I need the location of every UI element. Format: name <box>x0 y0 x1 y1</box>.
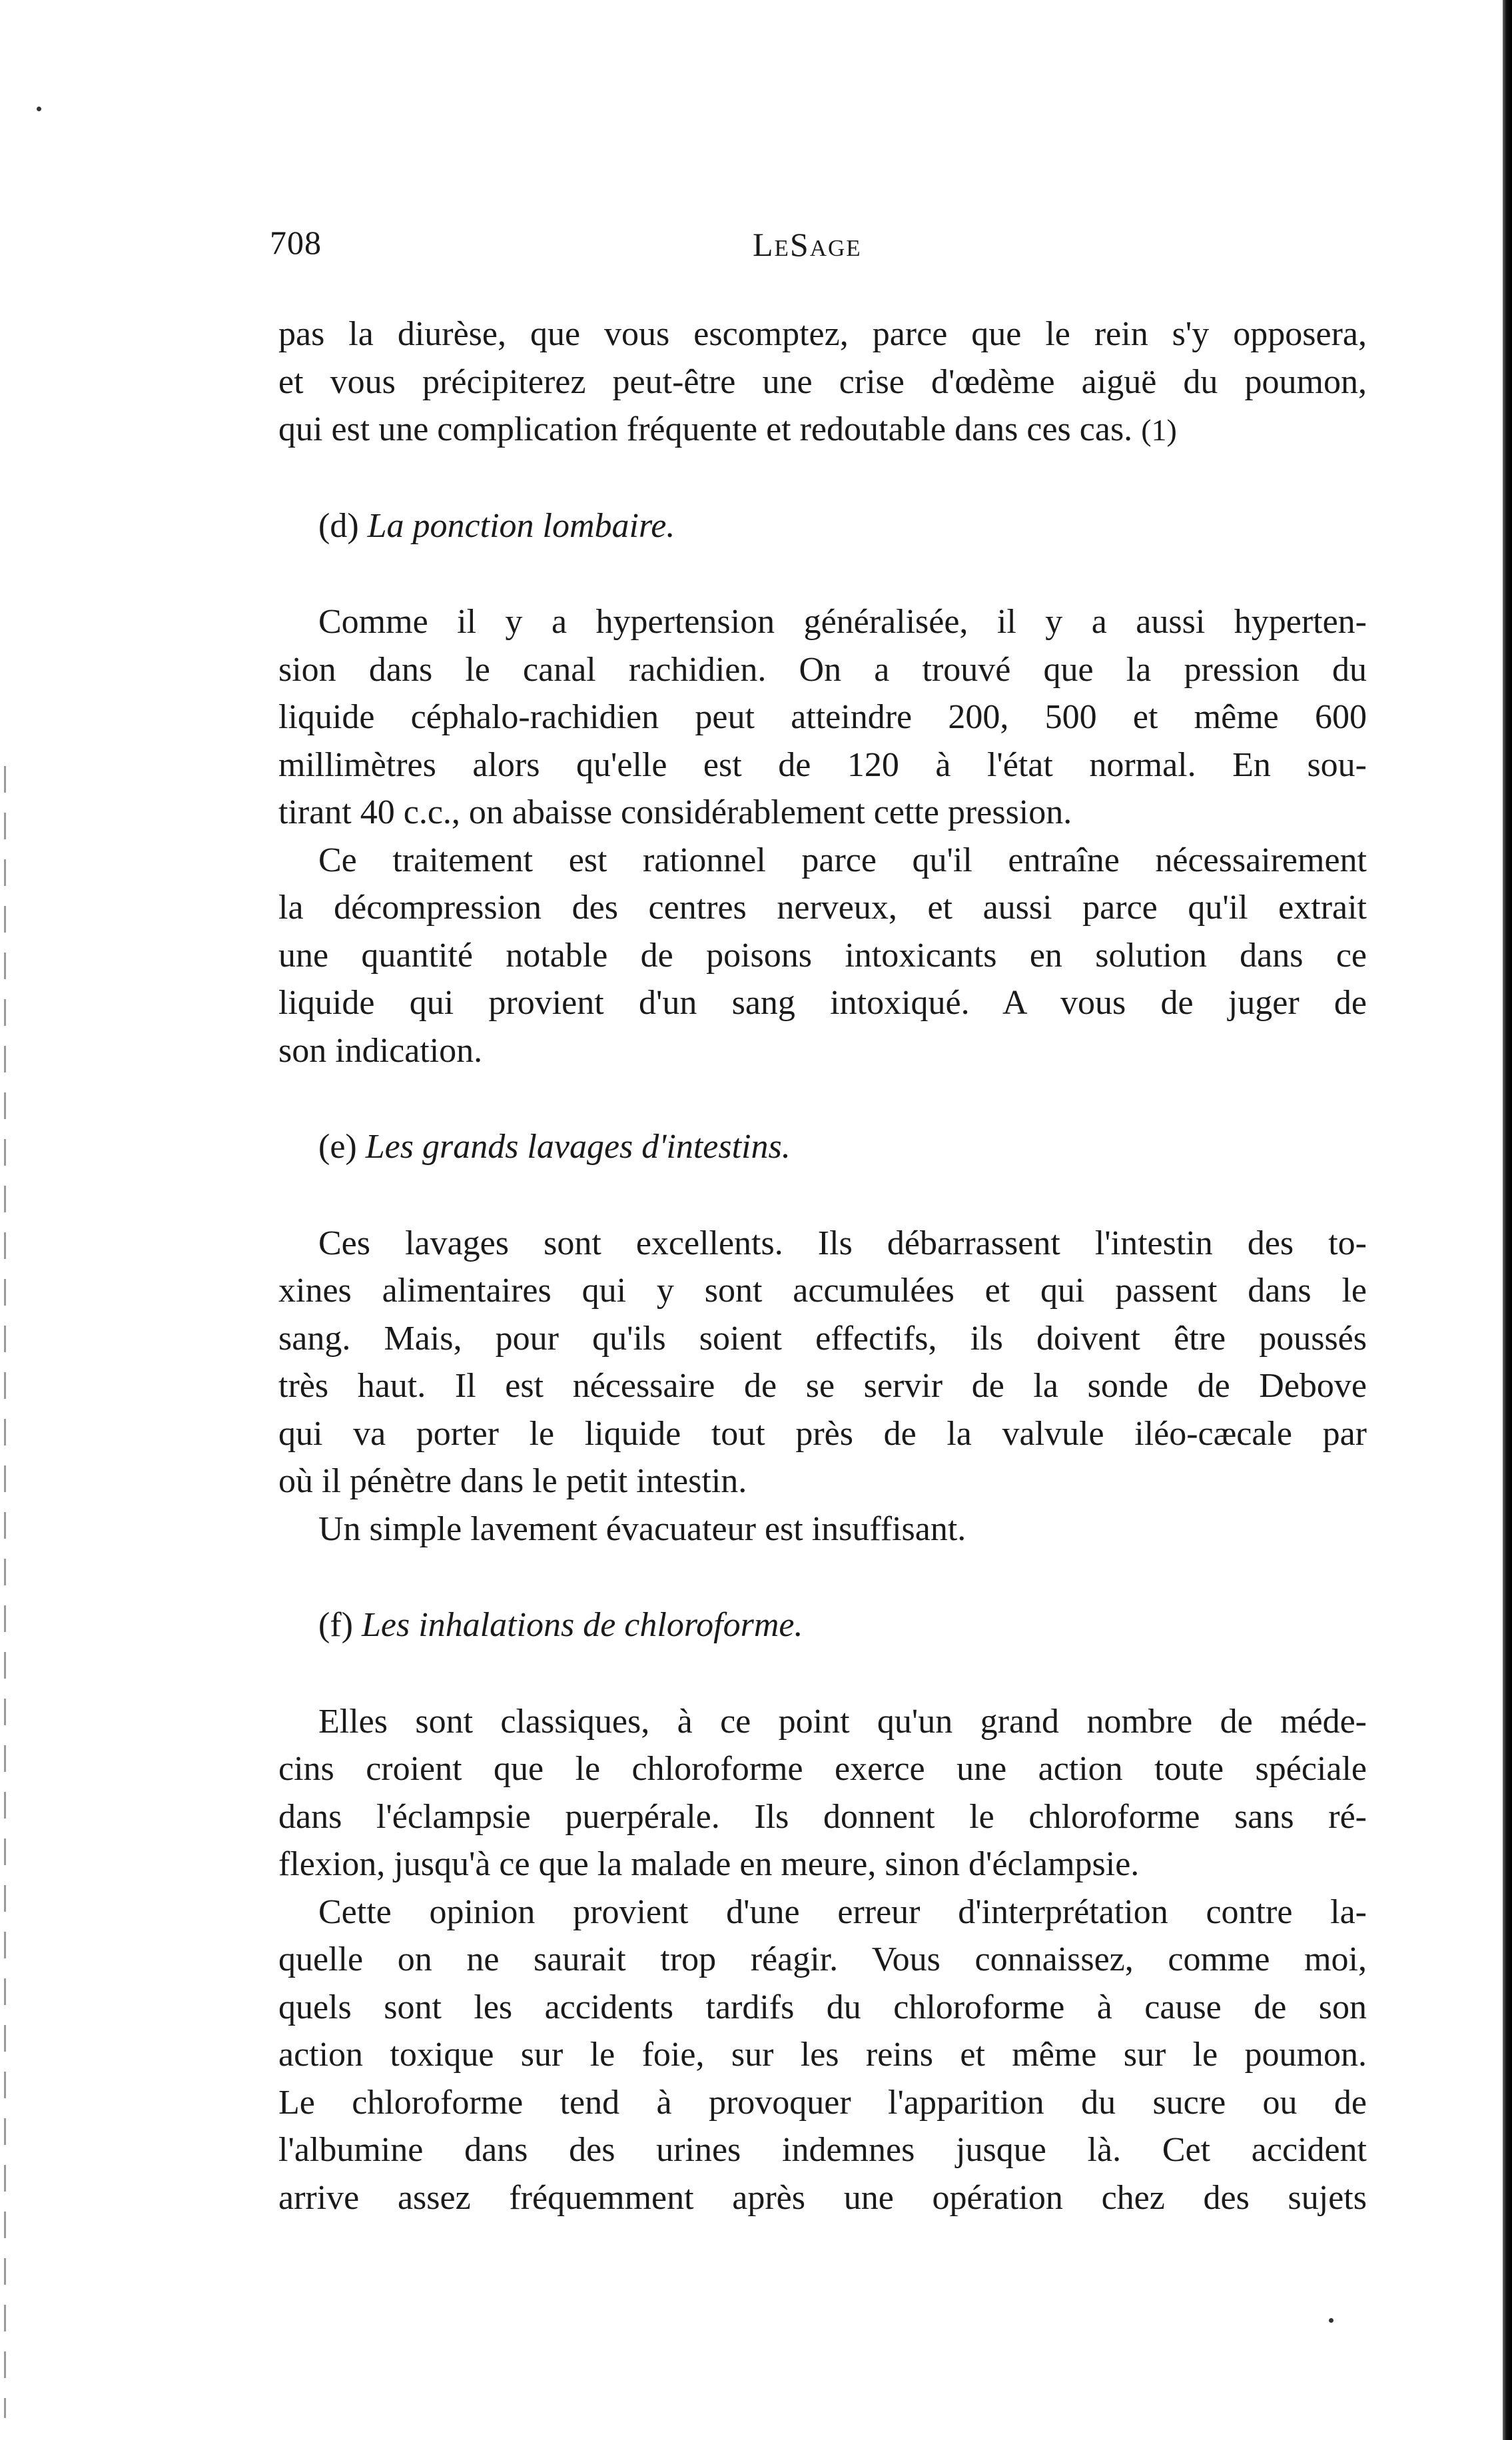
text-line: son indication. <box>278 1031 483 1070</box>
text-line: sang. Mais, pour qu'ils soient effectifs, ils doivent être poussés <box>278 1319 1367 1358</box>
text-line: Comme il y a hypertension généralisée, il y a aussi hyperten- <box>318 603 1367 641</box>
paragraph <box>278 310 1367 454</box>
running-head: LeSage <box>753 226 862 263</box>
text-line: et vous précipiterez peut-être une crise d'œdème aiguë du poumon, <box>278 362 1367 401</box>
spacer <box>278 1171 1367 1220</box>
spacer <box>278 1074 1367 1123</box>
text-line: Ce traitement est rationnel parce qu'il entraîne nécessairement <box>318 841 1367 879</box>
paragraph <box>278 837 1367 1075</box>
text-line <box>278 406 1367 454</box>
text-line: xines alimentaires qui y sont accumulées et qui passent dans le <box>278 1272 1367 1310</box>
section-heading <box>278 1601 1367 1649</box>
paragraph <box>278 1698 1367 1888</box>
page-number: 708 <box>270 224 322 261</box>
text-line: liquide qui provient d'un sang intoxiqué. A vous de juger de <box>278 984 1367 1022</box>
section-label: (f) <box>318 1606 353 1644</box>
text-line: quelle on ne saurait trop réagir. Vous connaissez, comme moi, <box>278 1940 1367 1978</box>
text-line: flexion, jusqu'à ce que la malade en meure, sinon d'éclampsie. <box>278 1845 1140 1883</box>
text-line: qui va porter le liquide tout près de la valvule iléo-cæcale par <box>278 1414 1367 1453</box>
spacer <box>278 550 1367 598</box>
text-line: Un simple lavement évacuateur est insuffisant. <box>318 1509 966 1548</box>
section-heading <box>278 502 1367 550</box>
text-line: où il pénètre dans le petit intestin. <box>278 1462 747 1500</box>
left-margin-rule <box>4 766 6 2418</box>
text-line: Cette opinion provient d'une erreur d'interprétation contre la- <box>318 1892 1367 1931</box>
text-line: la décompression des centres nerveux, et aussi parce qu'il extrait <box>278 889 1367 927</box>
section-label: (e) <box>318 1128 357 1166</box>
paragraph <box>278 1888 1367 2222</box>
section-label: (d) <box>318 506 359 545</box>
text-line: sion dans le canal rachidien. On a trouvé que la pression du <box>278 650 1367 689</box>
scan-speck <box>37 107 41 111</box>
text-line: quels sont les accidents tardifs du chloroforme à cause de son <box>278 1988 1367 2026</box>
text-line: cins croient que le chloroforme exerce une action toute spéciale <box>278 1750 1367 1788</box>
section-title: Les grands lavages d'intestins. <box>365 1128 791 1166</box>
text-line: liquide céphalo-rachidien peut atteindre 200, 500 et même 600 <box>278 698 1367 736</box>
section-heading <box>278 1123 1367 1171</box>
text-line: pas la diurèse, que vous escomptez, parce que le rein s'y opposera, <box>278 315 1367 353</box>
spacer <box>278 454 1367 502</box>
text-line: très haut. Il est nécessaire de se servir de la sonde de Debove <box>278 1367 1367 1405</box>
text-line: tirant 40 c.c., on abaisse considérablement cette pression. <box>278 793 1072 831</box>
text-line: action toxique sur le foie, sur les reins et même sur le poumon. <box>278 2036 1367 2074</box>
paragraph <box>278 1505 1367 1553</box>
section-title: Les inhalations de chloroforme. <box>361 1606 803 1644</box>
section-title: La ponction lombaire. <box>367 506 675 545</box>
text-line: une quantité notable de poisons intoxicants en solution dans ce <box>278 936 1367 975</box>
text-line: dans l'éclampsie puerpérale. Ils donnent le chloroforme sans ré- <box>278 1797 1367 1836</box>
text-line: Le chloroforme tend à provoquer l'apparition du sucre ou de <box>278 2083 1367 2122</box>
spacer <box>278 1553 1367 1601</box>
scan-speck <box>1329 2318 1333 2323</box>
paragraph <box>278 598 1367 837</box>
text-line: l'albumine dans des urines indemnes jusque là. Cet accident <box>278 2131 1367 2169</box>
text-line: millimètres alors qu'elle est de 120 à l'état normal. En sou- <box>278 745 1367 784</box>
text-line: arrive assez fréquemment après une opération chez des sujets <box>278 2178 1367 2217</box>
line-text: qui est une complication fréquente et redoutable dans ces cas. <box>278 410 1133 448</box>
page-edge-shadow <box>1503 0 1512 2440</box>
text-line: Ces lavages sont excellents. Ils débarrassent l'intestin des to- <box>318 1224 1367 1262</box>
spacer <box>278 1649 1367 1698</box>
paragraph <box>278 1220 1367 1505</box>
text-line: Elles sont classiques, à ce point qu'un grand nombre de méde- <box>318 1702 1367 1741</box>
footnote-reference: (1) <box>1141 413 1177 447</box>
body-text <box>278 310 1367 2222</box>
